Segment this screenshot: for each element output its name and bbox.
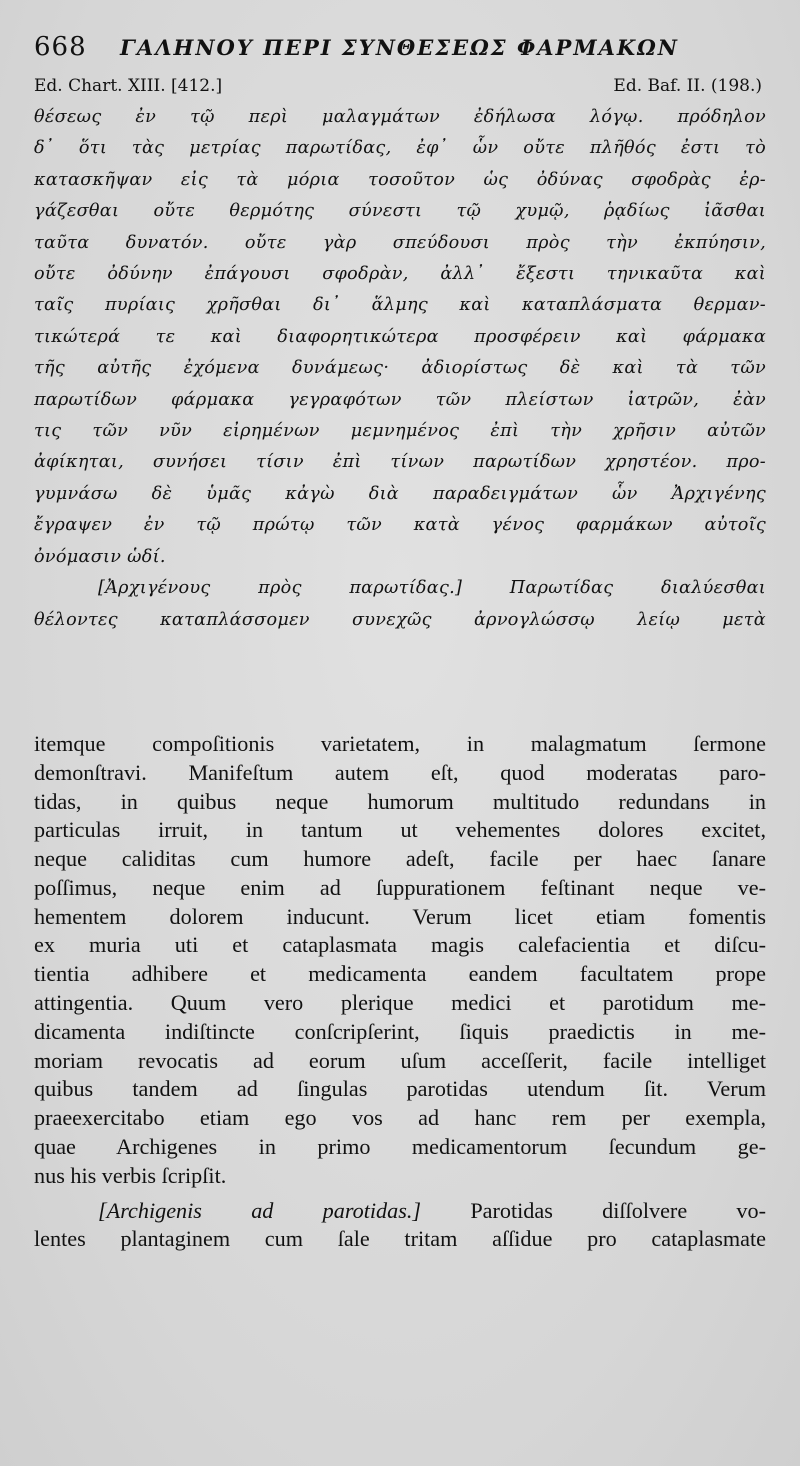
latin-lemma-rest: Parotidas diſſolvere vo-: [421, 1197, 766, 1223]
greek-line: ταῦτα δυνατόν. οὔτε γὰρ σπεύδουσι πρὸς τὴν ἐκπύησιν,: [34, 232, 766, 253]
latin-line: neque caliditas cum humore adeſt, facile per haec ſanare: [34, 846, 766, 872]
latin-line: itemque compoſitionis varietatem, in malagmatum ſermone: [34, 730, 766, 756]
latin-line: particulas irruit, in tantum ut vehementes dolores excitet,: [34, 817, 766, 843]
latin-line: poſſimus, neque enim ad ſuppurationem feſtinant neque ve-: [34, 874, 766, 900]
latin-lemma-line: [34, 1197, 766, 1226]
page-number: 668: [34, 32, 87, 62]
greek-line: θέλοντες καταπλάσσομεν συνεχῶς ἀρνογλώσσῳ λείῳ μετὰ: [34, 609, 766, 630]
latin-line: tidas, in quibus neque humorum multitudo redundans in: [34, 788, 766, 814]
greek-line: κατασκῆψαν εἰς τὰ μόρια τοσοῦτον ὡς ὀδύνας σφοδρὰς ἐρ-: [34, 169, 766, 190]
latin-line: hementem dolorem inducunt. Verum licet etiam fomentis: [34, 903, 766, 929]
latin-line: ex muria uti et cataplasmata magis calefacientia et diſcu-: [34, 932, 766, 958]
latin-line: demonſtravi. Manifeſtum autem eſt, quod moderatas paro-: [34, 759, 766, 785]
edition-chart-reference: Ed. Chart. XIII. [412.]: [34, 76, 223, 96]
greek-line: τῆς αὐτῆς ἐχόμενα δυνάμεως· ἀδιορίστως δὲ καὶ τὰ τῶν: [34, 358, 766, 379]
greek-line: παρωτίδων φάρμακα γεγραφότων τῶν πλείστων ἰατρῶν, ἐὰν: [34, 389, 766, 410]
greek-line: ἔγραψεν ἐν τῷ πρώτῳ τῶν κατὰ γένος φαρμάκων αὐτοῖς: [34, 515, 766, 536]
greek-line: ἀφίκηται, συνήσει τίσιν ἐπὶ τίνων παρωτίδων χρηστέον. προ-: [34, 452, 766, 473]
latin-line: attingentia. Quum vero plerique medici et parotidum me-: [34, 990, 766, 1016]
latin-line: tientia adhibere et medicamenta eandem facultatem prope: [34, 961, 766, 987]
latin-lemma: [Archigenis ad parotidas.]: [98, 1197, 422, 1223]
running-title: ΓΑΛΗΝΟΥ ΠΕΡΙ ΣΥΝΘΕΣΕΩΣ ΦΑΡΜΑΚΩΝ: [120, 35, 679, 60]
greek-line: οὔτε ὀδύνην ἐπάγουσι σφοδρὰν, ἀλλ᾿ ἔξεστι τηνικαῦτα καὶ: [34, 264, 766, 285]
greek-line: τις τῶν νῦν εἰρημένων μεμνημένος ἐπὶ τὴν χρῆσιν αὐτῶν: [34, 421, 766, 442]
latin-line: quibus tandem ad ſingulas parotidas utendum ſit. Verum: [34, 1076, 766, 1102]
greek-line: γάζεσθαι οὔτε θερμότης σύνεστι τῷ χυμῷ, ῥᾳδίως ἰᾶσθαι: [34, 201, 766, 222]
greek-line: τικώτερά τε καὶ διαφορητικώτερα προσφέρειν καὶ φάρμακα: [34, 326, 766, 347]
greek-line: ταῖς πυρίαις χρῆσθαι δι᾿ ἅλμης καὶ καταπλάσματα θερμαν-: [34, 295, 766, 316]
latin-line: quae Archigenes in primo medicamentorum ſecundum ge-: [34, 1134, 766, 1160]
greek-lemma-line: [Ἀρχιγένους πρὸς παρωτίδας.] Παρωτίδας διαλύεσθαι: [98, 578, 766, 599]
latin-text-block: [34, 730, 766, 1254]
latin-line: praeexercitabo etiam ego vos ad hanc rem per exempla,: [34, 1105, 766, 1131]
page-header: [34, 32, 766, 66]
greek-text-block: [34, 102, 766, 636]
greek-line: θέσεως ἐν τῷ περὶ μαλαγμάτων ἐδήλωσα λόγῳ. πρόδηλον: [34, 107, 766, 127]
greek-line: δ᾿ ὅτι τὰς μετρίας παρωτίδας, ἐφ᾿ ὧν οὔτε πλῆθός ἐστι τὸ: [34, 138, 766, 159]
edition-references: [34, 76, 766, 100]
latin-line: moriam revocatis ad eorum uſum acceſſerit, facile intelliget: [34, 1047, 766, 1073]
greek-line: γυμνάσω δὲ ὑμᾶς κἀγὼ διὰ παραδειγμάτων ὧν Ἀρχιγένης: [34, 483, 766, 504]
latin-line: nus his verbis ſcripſit.: [34, 1162, 227, 1188]
latin-line: dicamenta indiſtincte conſcripſerint, ſiquis praedictis in me-: [34, 1018, 766, 1044]
edition-basel-reference: Ed. Baf. II. (198.): [613, 76, 762, 96]
latin-line: lentes plantaginem cum ſale tritam aſſidue pro cataplasmate: [34, 1226, 766, 1252]
greek-line: ὀνόμασιν ὡδί.: [34, 546, 166, 567]
